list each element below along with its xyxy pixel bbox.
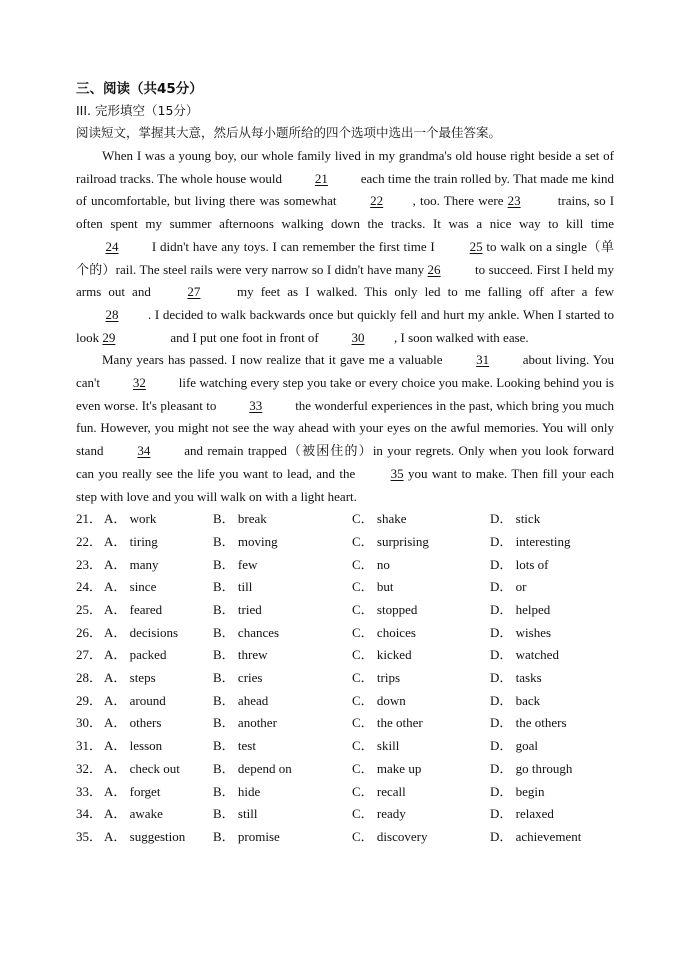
blank-21: 21 xyxy=(314,170,328,186)
blank-28: 28 xyxy=(105,306,119,322)
option-a[interactable]: A． many xyxy=(104,556,159,572)
option-row-28 xyxy=(76,667,614,690)
option-c[interactable]: C． ready xyxy=(352,806,406,822)
option-b[interactable]: B． promise xyxy=(213,828,280,844)
option-a[interactable]: A． since xyxy=(104,579,157,595)
option-row-30 xyxy=(76,712,614,735)
option-d[interactable]: D． interesting xyxy=(490,533,571,549)
option-a[interactable]: A． steps xyxy=(104,670,156,686)
option-row-34 xyxy=(76,803,614,826)
option-a[interactable]: A． feared xyxy=(104,602,163,617)
blank-23: 23 xyxy=(507,193,521,209)
option-d[interactable]: D． lots of xyxy=(490,556,549,572)
question-number: 24． xyxy=(76,579,103,595)
option-row-22 xyxy=(76,531,614,554)
option-a[interactable]: A． packed xyxy=(104,647,167,663)
option-c[interactable]: C． trips xyxy=(352,670,401,686)
option-b[interactable]: B． cries xyxy=(213,670,263,686)
passage-text: to succeed. First I held my arms out and xyxy=(76,261,615,300)
option-c[interactable]: C． recall xyxy=(352,783,406,799)
option-b[interactable]: B． test xyxy=(213,738,256,754)
option-d[interactable]: D． begin xyxy=(490,783,545,799)
option-c[interactable]: C． no xyxy=(352,556,390,572)
passage-text: you want to make. Then fill your each step with love and you will walk on with a light heart. xyxy=(76,465,614,504)
option-d[interactable]: D． tasks xyxy=(490,670,542,686)
blank-32: 32 xyxy=(132,375,146,391)
passage-text: the wonderful experiences in the past, which bring you much fun. However, you might not see the way ahead with your eyes on the awful memories. You will only stand xyxy=(76,397,615,459)
question-number: 23． xyxy=(76,556,103,572)
blank-34: 34 xyxy=(137,443,151,459)
blank-25: 25 xyxy=(469,238,483,254)
option-b[interactable]: B． till xyxy=(213,579,253,595)
question-number: 35． xyxy=(76,828,103,844)
question-number: 28． xyxy=(76,670,103,686)
option-d[interactable]: D． back xyxy=(490,692,541,708)
passage-text: trains, so I often spent my summer afternoons walking down the tracks. It was a nice way to kill time xyxy=(76,193,615,232)
question-number: 34． xyxy=(76,806,103,822)
option-d[interactable]: D． helped xyxy=(490,602,551,617)
option-row-26 xyxy=(76,622,614,645)
option-c[interactable]: C． but xyxy=(352,579,394,595)
option-a[interactable]: A． others xyxy=(104,715,162,731)
option-a[interactable]: A． lesson xyxy=(104,738,163,754)
passage-text: Many years has passed. I now realize that it gave me a valuable xyxy=(102,352,443,368)
option-row-29 xyxy=(76,690,614,713)
question-number: 30． xyxy=(76,715,103,731)
passage-text: I didn't have any toys. I can remember the first time I xyxy=(151,238,435,254)
option-d[interactable]: D． wishes xyxy=(490,624,552,640)
blank-26: 26 xyxy=(427,261,441,277)
option-a[interactable]: A． tiring xyxy=(104,533,158,549)
passage-paragraph-1 xyxy=(76,145,614,349)
option-b[interactable]: B． tried xyxy=(213,602,262,617)
option-b[interactable]: B． ahead xyxy=(213,692,269,708)
blank-35: 35 xyxy=(390,465,404,481)
option-c[interactable]: C． shake xyxy=(352,511,407,527)
option-row-24 xyxy=(76,576,614,599)
option-c[interactable]: C． down xyxy=(352,692,406,708)
option-d[interactable]: D． the others xyxy=(490,715,567,731)
option-a[interactable]: A． forget xyxy=(104,783,161,799)
passage-text: When I was a young boy, our whole family lived in my grandma's old house right beside a set of railroad tracks. The whole house would xyxy=(76,148,614,186)
passage-text: , I soon walked with ease. xyxy=(394,329,529,345)
option-c[interactable]: C． kicked xyxy=(352,647,412,663)
option-b[interactable]: B． depend on xyxy=(213,760,292,776)
cloze-instruction: 阅读短文，掌握其大意，然后从每小题所给的四个选项中选出一个最佳答案。 xyxy=(76,125,502,140)
question-number: 22． xyxy=(76,533,103,549)
option-a[interactable]: A． awake xyxy=(104,806,163,822)
option-d[interactable]: D． watched xyxy=(490,647,559,663)
option-d[interactable]: D． achievement xyxy=(490,828,582,844)
passage-text: , too. There were xyxy=(412,193,504,209)
option-b[interactable]: B． another xyxy=(213,715,277,731)
option-row-32 xyxy=(76,758,614,781)
passage-text: each time the train rolled by. That made me kind of uncomfortable, but living there was somewhat xyxy=(76,170,615,209)
option-b[interactable]: B． still xyxy=(213,806,258,822)
option-c[interactable]: C． the other xyxy=(352,715,423,731)
option-row-35 xyxy=(76,826,614,849)
passage-text: life watching every step you take or every choice you make. Looking behind you is even worse. It's pleasant to xyxy=(76,375,614,413)
option-b[interactable]: B． threw xyxy=(213,647,268,663)
option-c[interactable]: C． surprising xyxy=(352,533,429,549)
option-row-33 xyxy=(76,781,614,804)
option-a[interactable]: A． work xyxy=(104,511,157,527)
question-number: 27． xyxy=(76,647,103,663)
option-a[interactable]: A． suggestion xyxy=(104,828,186,844)
option-b[interactable]: B． hide xyxy=(213,783,261,799)
option-c[interactable]: C． choices xyxy=(352,624,416,640)
option-c[interactable]: C． discovery xyxy=(352,828,428,844)
option-d[interactable]: D． or xyxy=(490,579,527,595)
option-row-27 xyxy=(76,644,614,667)
option-d[interactable]: D． goal xyxy=(490,738,539,754)
option-row-21 xyxy=(76,508,614,531)
question-number: 21． xyxy=(76,511,103,527)
question-number: 32． xyxy=(76,760,103,776)
question-number: 25． xyxy=(76,602,103,617)
blank-30: 30 xyxy=(351,329,365,345)
option-a[interactable]: A． around xyxy=(104,692,166,708)
passage-text: and I put one foot in front of xyxy=(170,329,319,345)
passage-text: and remain trapped（被困住的）in your regrets. Only when you look forward can you really see the life you want to lead, and the xyxy=(76,443,614,481)
question-number: 29． xyxy=(76,692,103,708)
option-c[interactable]: C． stopped xyxy=(352,602,418,617)
option-d[interactable]: D． relaxed xyxy=(490,806,554,822)
option-b[interactable]: B． moving xyxy=(213,533,278,549)
option-c[interactable]: C． make up xyxy=(352,760,422,776)
passage-text: . I decided to walk backwards once but quickly fell and hurt my ankle. When I started to look xyxy=(76,306,614,345)
cloze-subtitle: III. 完形填空（15分） xyxy=(76,103,199,118)
passage-text: my feet as I walked. This only led to me falling off after a few xyxy=(237,284,615,300)
passage-paragraph-2 xyxy=(76,349,614,508)
option-row-25 xyxy=(76,599,614,622)
passage-text: about living. You can't xyxy=(76,352,615,391)
option-row-23 xyxy=(76,554,614,577)
question-number: 33． xyxy=(76,783,103,799)
option-c[interactable]: C． skill xyxy=(352,738,400,754)
option-a[interactable]: A． decisions xyxy=(104,624,179,640)
passage-text: to walk on a single（单个的）rail. The steel rails were very narrow so I didn't have many xyxy=(76,238,615,277)
blank-24: 24 xyxy=(105,238,119,254)
question-number: 31． xyxy=(76,738,103,754)
blank-33: 33 xyxy=(249,397,263,413)
option-d[interactable]: D． stick xyxy=(490,511,541,527)
option-a[interactable]: A． check out xyxy=(104,760,180,776)
blank-22: 22 xyxy=(370,193,384,209)
exam-page xyxy=(76,76,614,849)
option-row-31 xyxy=(76,735,614,758)
option-d[interactable]: D． go through xyxy=(490,760,573,776)
blank-27: 27 xyxy=(187,284,201,300)
section-title: 三、阅读（共45分） xyxy=(76,81,203,97)
option-b[interactable]: B． few xyxy=(213,556,258,572)
option-b[interactable]: B． chances xyxy=(213,624,280,640)
question-number: 26． xyxy=(76,624,103,640)
option-b[interactable]: B． break xyxy=(213,511,267,527)
options-list xyxy=(76,508,614,848)
blank-31: 31 xyxy=(476,352,490,368)
blank-29: 29 xyxy=(102,329,116,345)
